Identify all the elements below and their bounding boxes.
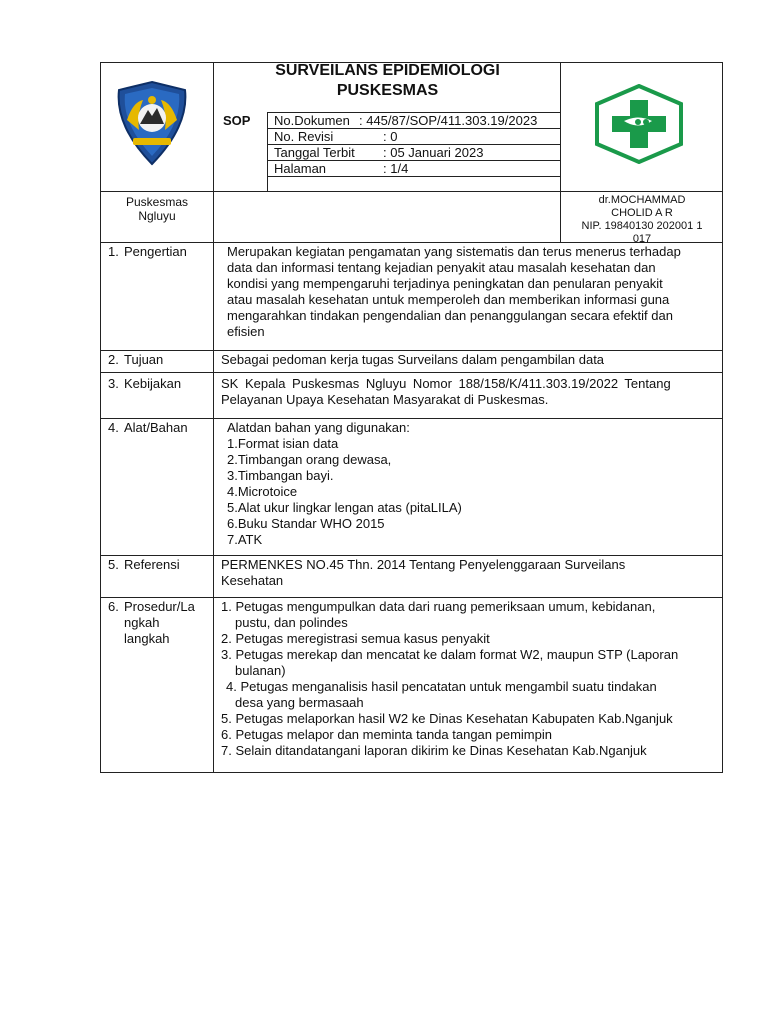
label-line: Prosedur/La xyxy=(124,599,195,614)
label-line: langkah xyxy=(124,631,170,646)
row-divider-3 xyxy=(100,418,723,419)
unit-line-2: Ngluyu xyxy=(138,209,176,223)
signer-line-3: NIP. 19840130 202001 1 xyxy=(581,220,703,232)
signer-line-2: CHOLID A R xyxy=(611,207,673,219)
section-5-body xyxy=(221,557,625,589)
signer-line-4: 017 xyxy=(632,233,652,245)
section-6-number: 6. xyxy=(108,599,119,614)
text-line: Pelayanan Upaya Kesehatan Masyarakat di Puskesmas. xyxy=(221,392,549,407)
row-divider-header xyxy=(100,191,723,192)
page-title xyxy=(215,61,560,101)
step-line: 1. Petugas mengumpulkan data dari ruang pemeriksaan umum, kebidanan, xyxy=(221,599,656,614)
revision-label: No. Revisi xyxy=(274,129,334,144)
text-line: SK Kepala Puskesmas Ngluyu Nomor 188/158/K/411.303.19/2022 Tentang xyxy=(221,376,671,391)
text-line: kondisi yang mempengaruhi terjadinya peningkatan dan penularan penyakit xyxy=(227,276,663,291)
step-line: 7. Selain ditandatangani laporan dikirim ke Dinas Kesehatan Kab.Nganjuk xyxy=(221,743,647,758)
section-5-number: 5. xyxy=(108,557,119,572)
step-line: 6. Petugas melapor dan meminta tanda tangan pemimpin xyxy=(221,727,552,742)
step-line: 3. Petugas merekap dan mencatat ke dalam format W2, maupun STP (Laporan xyxy=(221,647,679,662)
step-line: pustu, dan polindes xyxy=(235,615,348,630)
row-divider-1 xyxy=(100,350,723,351)
signer-line-1: dr.MOCHAMMAD xyxy=(598,194,686,206)
section-1-label: Pengertian xyxy=(124,244,187,259)
step-line: desa yang bermasaah xyxy=(235,695,364,710)
step-line: bulanan) xyxy=(235,663,286,678)
section-6-label xyxy=(124,599,195,647)
list-item: 6.Buku Standar WHO 2015 xyxy=(227,516,385,531)
text-line: Kesehatan xyxy=(221,573,284,588)
issue-date-value: : 05 Januari 2023 xyxy=(383,145,484,160)
text-line: PERMENKES NO.45 Thn. 2014 Tentang Penyelenggaraan Surveilans xyxy=(221,557,626,572)
docinfo-divider-sop xyxy=(267,112,268,192)
revision-value: : 0 xyxy=(383,129,398,144)
row-divider-2 xyxy=(100,372,723,373)
list-item: 3.Timbangan bayi. xyxy=(227,468,334,483)
section-2-number: 2. xyxy=(108,352,119,367)
section-1-body xyxy=(227,244,681,340)
text-line: atau masalah kesehatan untuk memperoleh dan memberikan informasi guna xyxy=(227,292,670,307)
list-item: 5.Alat ukur lingkar lengan atas (pitaLILA) xyxy=(227,500,462,515)
sop-label: SOP xyxy=(223,113,251,128)
row-divider-4 xyxy=(100,555,723,556)
section-4-list xyxy=(227,436,462,548)
title-line-2: PUSKESMAS xyxy=(336,82,439,99)
section-3-number: 3. xyxy=(108,376,119,391)
step-line: 4. Petugas menganalisis hasil pencatatan untuk mengambil suatu tindakan xyxy=(226,679,657,694)
text-line: Merupakan kegiatan pengamatan yang sistematis dan terus menerus terhadap xyxy=(227,244,681,259)
label-line: ngkah xyxy=(124,615,160,630)
puskesmas-cross-icon xyxy=(594,84,684,164)
title-line-1: SURVEILANS EPIDEMIOLOGI xyxy=(275,62,500,79)
section-2-label: Tujuan xyxy=(124,352,164,367)
step-line: 5. Petugas melaporkan hasil W2 ke Dinas Kesehatan Kabupaten Kab.Nganjuk xyxy=(221,711,673,726)
page-label: Halaman xyxy=(274,161,327,176)
section-2-body: Sebagai pedoman kerja tugas Surveilans dalam pengambilan data xyxy=(221,352,605,367)
text-line: efisien xyxy=(227,324,265,339)
row-divider-5 xyxy=(100,597,723,598)
unit-name xyxy=(101,195,213,223)
section-4-label: Alat/Bahan xyxy=(124,420,188,435)
text-line: mengarahkan tindakan pengendalian dan penanggulangan secara efektif dan xyxy=(227,308,673,323)
section-3-label: Kebijakan xyxy=(124,376,182,391)
section-3-body xyxy=(221,376,671,408)
column-divider-2 xyxy=(560,62,561,242)
unit-line-1: Puskesmas xyxy=(125,195,189,209)
table-border-bottom xyxy=(100,772,723,773)
signer-block xyxy=(562,194,722,246)
section-1-number: 1. xyxy=(108,244,119,259)
regency-emblem-icon xyxy=(113,80,191,166)
list-item: 7.ATK xyxy=(227,532,263,547)
section-4-number: 4. xyxy=(108,420,119,435)
step-line: 2. Petugas meregistrasi semua kasus penyakit xyxy=(221,631,490,646)
text-line: data dan informasi tentang kejadian penyakit atau masalah kesehatan dan xyxy=(227,260,656,275)
doc-number-value: : 445/87/SOP/411.303.19/2023 xyxy=(359,113,538,128)
list-item: 4.Microtoice xyxy=(227,484,298,499)
page-value: : 1/4 xyxy=(383,161,409,176)
list-item: 2.Timbangan orang dewasa, xyxy=(227,452,392,467)
doc-number-label: No.Dokumen xyxy=(274,113,350,128)
list-item: 1.Format isian data xyxy=(227,436,339,451)
section-6-body xyxy=(221,599,678,759)
issue-date-label: Tanggal Terbit xyxy=(274,145,355,160)
section-4-intro: Alatdan bahan yang digunakan: xyxy=(227,420,410,435)
section-5-label: Referensi xyxy=(124,557,180,572)
